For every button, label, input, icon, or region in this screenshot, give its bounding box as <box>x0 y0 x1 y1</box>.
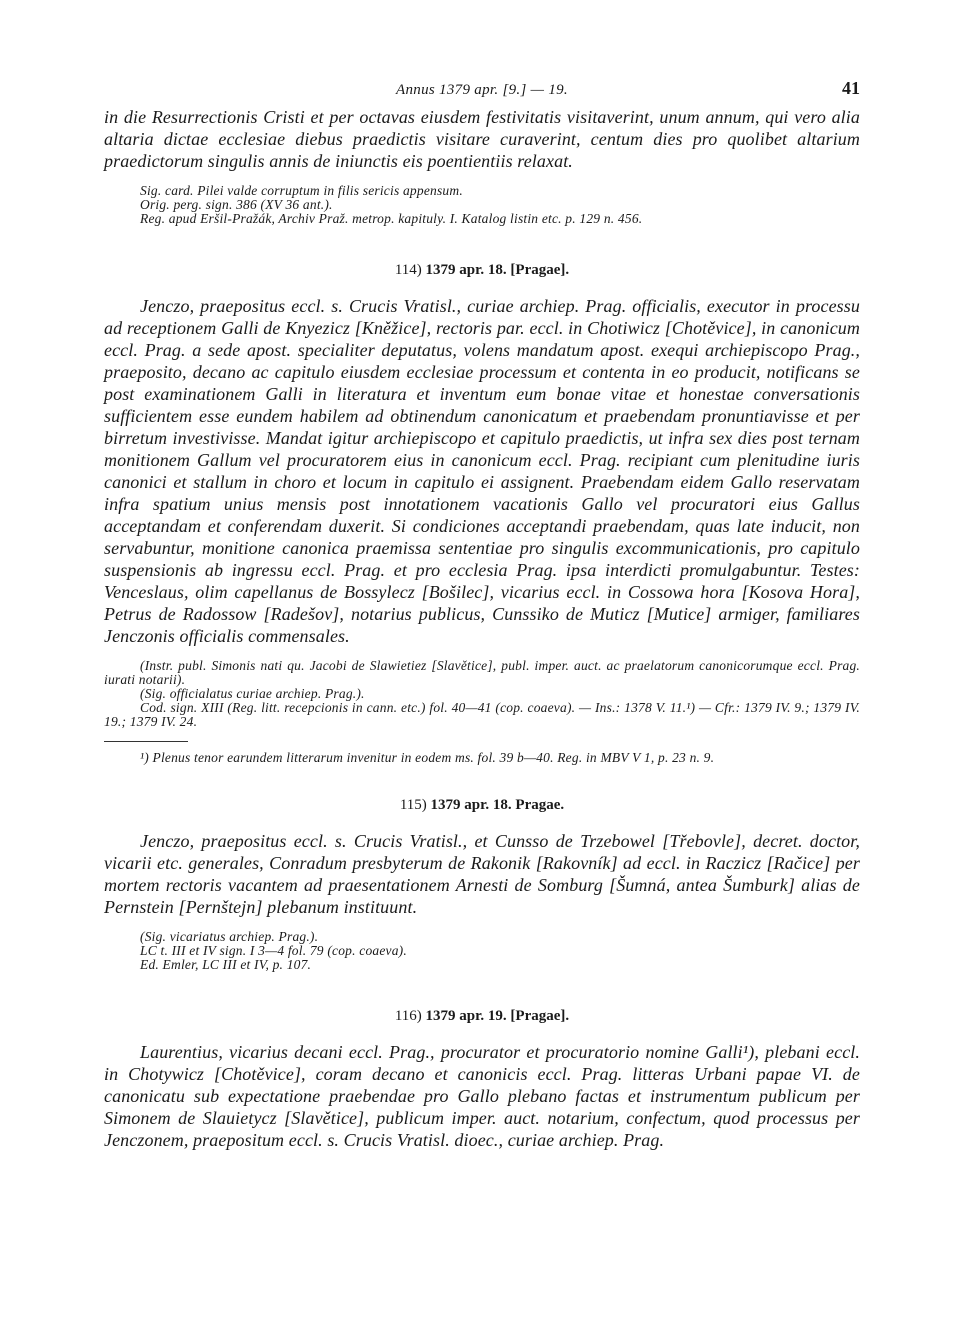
entry-115-text: Jenczo, praepositus eccl. s. Crucis Vratisl., et Cunsso de Trzebowel [Třebovle], decret. doctor, vicarii etc. generales, Conradum presbyterum de Rakonik [Rakovník] ad eccl. in Raczicz [Račice] per mortem rectoris vacantem ad praesentationem Arnesti de Somburg [Šumná, antea Šumburk] alias de Pernstein [Pernštejn] plebanum instituunt. <box>104 831 860 917</box>
intro-paragraph: in die Resurrectionis Cristi et per octavas eiusdem festivitatis visitaverint, unum annum, qui vero alia altaria dictae ecclesiae diebus praedictis visitare curaverint, centum dies pro quolibet altarium praedictorum singulis annis de iniunctis eis poentientiis relaxat. <box>104 107 860 171</box>
entry-115-notes <box>140 930 860 972</box>
entry-114-notes <box>104 659 860 729</box>
footnote-text: ¹) Plenus tenor earundem litterarum invenitur in eodem ms. fol. 39 b—40. Reg. in MBV V 1, p. 23 n. 9. <box>140 750 715 765</box>
note-line: Reg. apud Eršil-Pražák, Archiv Praž. metrop. kapituly. I. Katalog listin etc. p. 129 n. 456. <box>140 211 643 226</box>
entry-number: 115) <box>399 797 427 813</box>
note-line: (Sig. vicariatus archiep. Prag.). <box>140 929 319 944</box>
note-line: Ed. Emler, LC III et IV, p. 107. <box>140 957 312 972</box>
running-title: Annus 1379 apr. [9.] — 19. <box>396 82 568 98</box>
note-line: Cod. sign. XIII (Reg. litt. recepcionis in cann. etc.) fol. 40—41 (cop. coaeva). — Ins.: 1378 V. 11.¹) — Cfr.: 1379 IV. 9.; 1379 IV. 19.; 1379 IV. 24. <box>104 700 860 729</box>
note-line: (Sig. officialatus curiae archiep. Prag.). <box>140 686 365 701</box>
entry-number: 116) <box>394 1008 422 1024</box>
entry-date: 1379 apr. 18. [Pragae]. <box>425 262 570 278</box>
intro-notes <box>140 184 860 226</box>
entry-115-heading <box>104 797 860 814</box>
entry-116-heading <box>104 1008 860 1025</box>
entry-date: 1379 apr. 18. Pragae. <box>430 797 565 813</box>
page-number: 41 <box>842 78 860 98</box>
footnote-separator <box>104 741 188 742</box>
entry-114-text: Jenczo, praepositus eccl. s. Crucis Vratisl., curiae archiep. Prag. officialis, executor in processu ad receptionem Galli de Knyezicz [Kněžice], rectoris par. eccl. in Chotiwicz [Chotěvice], in canonicum eccl. Prag. a sede apost. specialiter deputatus, volens mandatum apost. exequi archiepiscopo Prag., praeposito, decano ac capitulo eiusdem ecclesiae processum et contenta in eo producit, notificans se post examinationem Galli in literatura et inventum eum bonae vitae et honestae conversationis sufficientem esse eundem habilem ad obtinendum canonicatum et praebendam pronuntiavisse et per birretum investivisse. Mandat igitur archiepiscopo et capitulo praedictis, ut infra sex dies post ternam monitionem Gallum vel procuratorem eius in canonicum eccl. Prag. recipiant cum plenitudine iuris canonici et stallum in choro et locum in capitulo ei assignent. Praebendam eidem Gallo reservatam infra spatium unius mensis post innotationem vacationis Gallo vel procuratori eius Gallus acceptandam et conferendam duxerit. Si condiciones acceptandi praebendam, quas late inducit, non servabuntur, monitione canonica praemissa sententiae pro singulis excommunicationis, pro capitulo suspensionis ab ingressu eccl. Prag. et pro ecclesia Prag. ipsa interdicti promulgabuntur. Testes: Venceslaus, olim capellanus de Bossylecz [Bošilec], vicarius eccl. in Cossowa hora [Kosova Hora], Petrus de Radossow [Radešov], notarius publicus, Cunssiko de Muticz [Mutice] armiger, familiares Jenczonis officialis commensales. <box>104 296 860 646</box>
entry-number: 114) <box>394 262 422 278</box>
document-page <box>104 78 860 1151</box>
entry-114-heading <box>104 262 860 279</box>
note-line: Sig. card. Pilei valde corruptum in filis sericis appensum. <box>140 183 463 198</box>
note-line: LC t. III et IV sign. I 3—4 fol. 79 (cop. coaeva). <box>140 943 407 958</box>
note-line: (Instr. publ. Simonis nati qu. Jacobi de Slawietiez [Slavětice], publ. imper. auct. ac praelatorum canonicorumque eccl. Prag. iurati notarii). <box>104 658 860 687</box>
note-line: Orig. perg. sign. 386 (XV 36 ant.). <box>140 197 333 212</box>
entry-116-text: Laurentius, vicarius decani eccl. Prag., procurator et procuratorio nomine Galli¹), plebani eccl. in Chotywicz [Chotěvice], coram decano et canonicis eccl. Prag. litteras Urbani papae VI. de canonicatu sub expectatione praebendae pro Gallo plebano factas et instrumentum publicum per Simonem de Slauietycz [Slavětice], publicum imper. auct. notarium, confectum, quod processus per Jenczonem, praepositum eccl. s. Crucis Vratisl. dioec., curiae archiep. Prag. <box>104 1042 860 1150</box>
entry-date: 1379 apr. 19. [Pragae]. <box>425 1008 570 1024</box>
entry-114-footnote <box>104 750 860 765</box>
page-header <box>104 78 860 104</box>
